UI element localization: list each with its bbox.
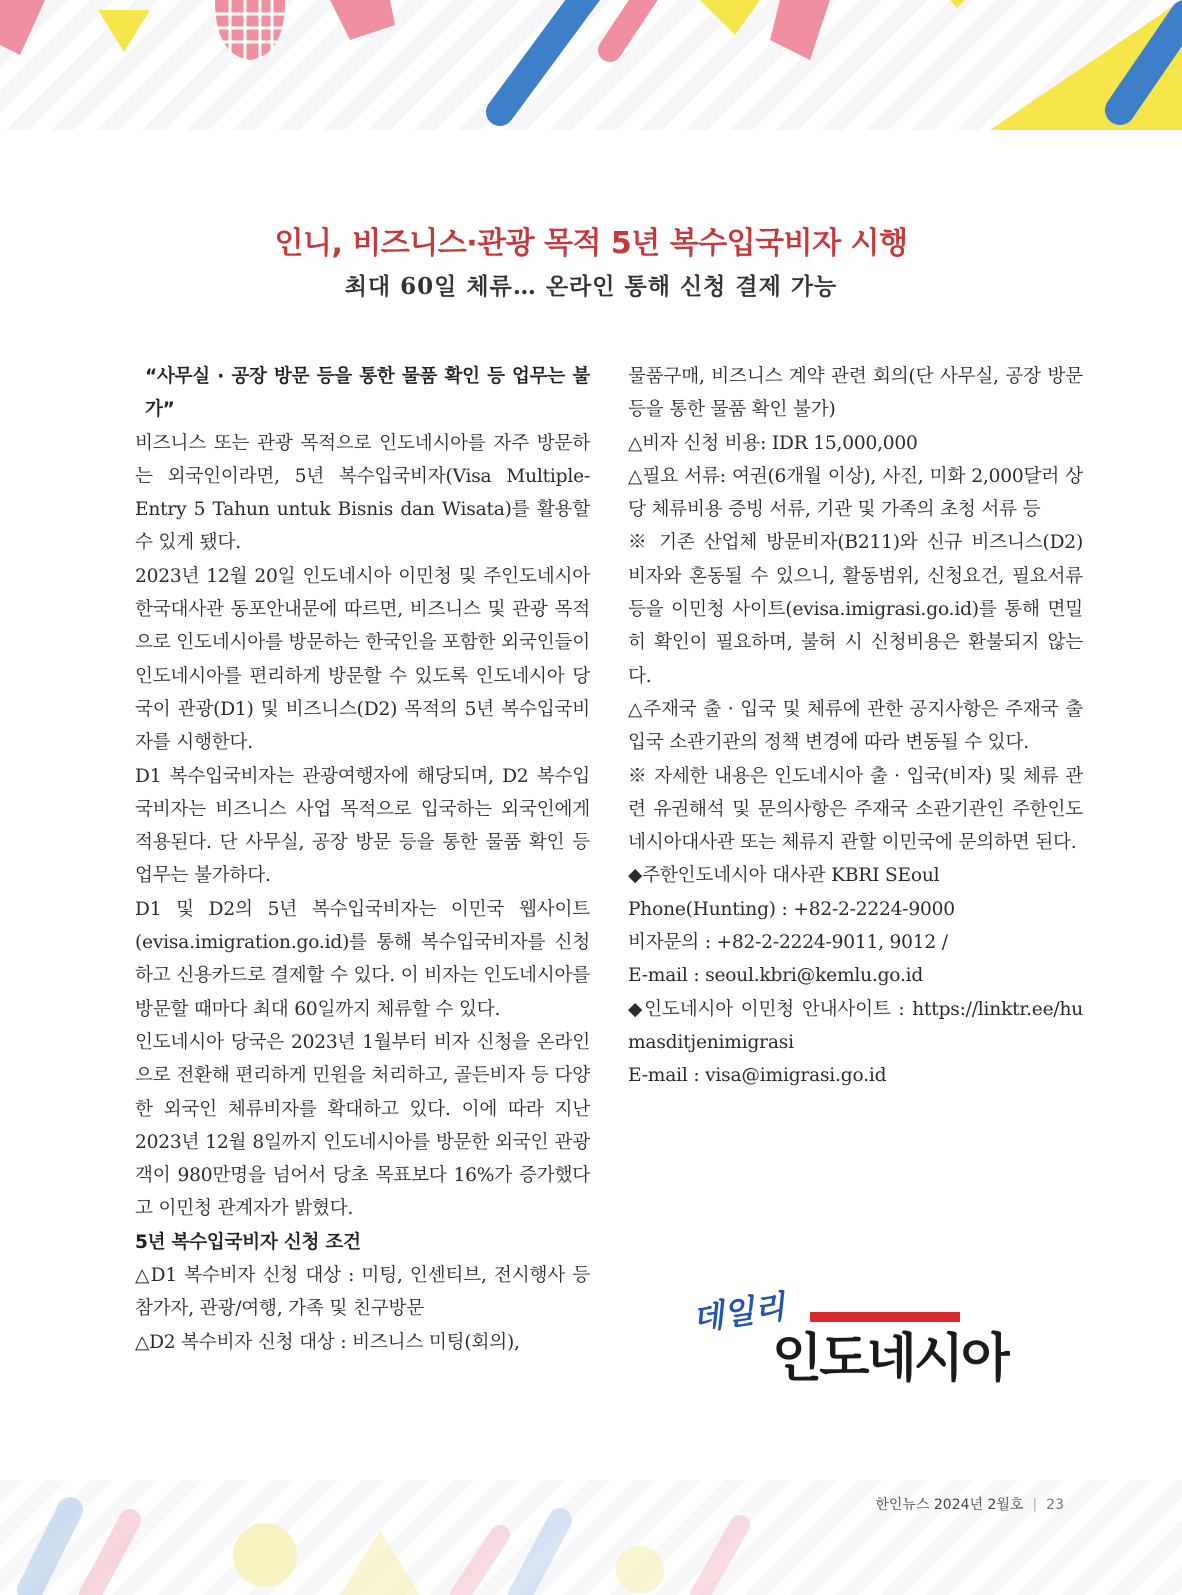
paragraph-statistics: 인도네시아 당국은 2023년 1월부터 비자 신청을 온라인으로 전환해 편리하게 민원을 처리하고, 골든비자 등 다양한 외국인 체류비자를 확대하고 있다. 이에 따라 지난 2023년 12월 8일까지 인도네시아를 방문한 외국인 관광객이 980만명을 넘어서 당초 목표보다 16%가 증가했다고 이민청 관계자가 밝혔다. (135, 1031, 590, 1220)
quote-heading: “사무실 · 공장 방문 등을 통한 물품 확인 등 업무는 불가” (145, 366, 590, 421)
embassy-name: ◆주한인도네시아 대사관 KBRI SEoul (628, 865, 940, 887)
immigration-site: ◆인도네시아 이민청 안내사이트 : https://linktr.ee/humasditjenimigrasi (628, 998, 1083, 1053)
daily-indonesia-logo (690, 1280, 1010, 1395)
note-b211: ※ 기존 산업체 방문비자(B211)와 신규 비즈니스(D2) 비자와 혼동될 수 있으니, 활동범위, 신청요건, 필요서류 등을 이민청 사이트(evisa.imigrasi.go.id)를 통해 면밀히 확인이 필요하며, 불허 시 신청비용은 환불되지 않는다. (628, 532, 1083, 687)
d2-eligibility: △D2 복수비자 신청 대상 : 비즈니스 미팅(회의), (135, 1331, 520, 1353)
required-documents: △필요 서류: 여권(6개월 이상), 사진, 미화 2,000달러 상당 체류비용 증빙 서류, 기관 및 가족의 초청 서류 등 (628, 465, 1083, 521)
paragraph-application: D1 및 D2의 5년 복수입국비자는 이민국 웹사이트(evisa.imigration.go.id)를 통해 복수입국비자를 신청하고 신용카드로 결제할 수 있다. 이 비자는 인도네시아를 방문할 때마다 최대 60일까지 체류할 수 있다. (135, 898, 590, 1020)
embassy-email: E-mail : seoul.kbri@kemlu.go.id (628, 965, 924, 987)
right-column (628, 360, 1083, 1093)
logo-graphic (690, 1280, 1010, 1395)
conditions-heading: 5년 복수입국비자 신청 조건 (135, 1231, 361, 1253)
note-inquiry: ※ 자세한 내용은 인도네시아 출 · 입국(비자) 및 체류 관련 유권해석 및 문의사항은 주재국 소관기관인 주한인도네시아대사관 또는 체류지 관할 이민국에 문의하면 된다. (628, 765, 1083, 854)
footer-separator: | (1032, 1497, 1038, 1513)
article-subheadline: 최대 60일 체류… 온라인 통해 신청 결제 가능 (344, 273, 838, 300)
publication-name: 한인뉴스 2024년 2월호 (875, 1497, 1024, 1513)
paragraph-announcement: 2023년 12월 20일 인도네시아 이민청 및 주인도네시아 한국대사관 동포안내문에 따르면, 비즈니스 및 관광 목적으로 인도네시아를 방문하는 한국인을 포함한 외국인들이 인도네시아를 편리하게 방문할 수 있도록 인도네시아 당국이 관광(D1) 및 비즈니스(D2) 목적의 5년 복수입국비자를 시행한다. (135, 565, 590, 754)
left-column (135, 360, 590, 1359)
paragraph-visa-types: D1 복수입국비자는 관광여행자에 해당되며, D2 복수입국비자는 비즈니스 사업 목적으로 입국하는 외국인에게 적용된다. 단 사무실, 공장 방문 등을 통한 물품 확인 등 업무는 불가하다. (135, 765, 590, 887)
d2-eligibility-continued: 물품구매, 비즈니스 계약 관련 회의(단 사무실, 공장 방문 등을 통한 물품 확인 불가) (628, 366, 1083, 421)
embassy-phone: Phone(Hunting) : +82-2-2224-9000 (628, 898, 955, 920)
top-decorative-banner (0, 0, 1182, 130)
logo-small-text: 데일리 (690, 1287, 788, 1338)
page-number: 23 (1046, 1497, 1064, 1513)
notice-policy-change: △주재국 출 · 입국 및 체류에 관한 공지사항은 주재국 출입국 소관기관의 정책 변경에 따라 변동될 수 있다. (628, 698, 1083, 754)
d1-eligibility: △D1 복수비자 신청 대상 : 미팅, 인센티브, 전시행사 등 참가자, 관광/여행, 가족 및 친구방문 (135, 1265, 590, 1320)
top-banner-shapes (0, 0, 1182, 130)
page-footer (875, 1494, 1064, 1514)
paragraph-intro: 비즈니스 또는 관광 목적으로 인도네시아를 자주 방문하는 외국인이라면, 5년 복수입국비자(Visa Multiple-Entry 5 Tahun untuk Bisnis dan Wisata)를 활용할 수 있게 됐다. (135, 432, 590, 554)
visa-cost: △비자 신청 비용: IDR 15,000,000 (628, 432, 918, 454)
article-title-block (0, 222, 1182, 304)
logo-big-text: 인도네시아 (772, 1329, 1009, 1389)
visa-inquiry-phone: 비자문의 : +82-2-2224-9011, 9012 / (628, 932, 948, 954)
article-headline: 인니, 비즈니스·관광 목적 5년 복수입국비자 시행 (274, 226, 908, 261)
logo-red-bar (810, 1312, 960, 1322)
immigration-email: E-mail : visa@imigrasi.go.id (628, 1065, 887, 1087)
